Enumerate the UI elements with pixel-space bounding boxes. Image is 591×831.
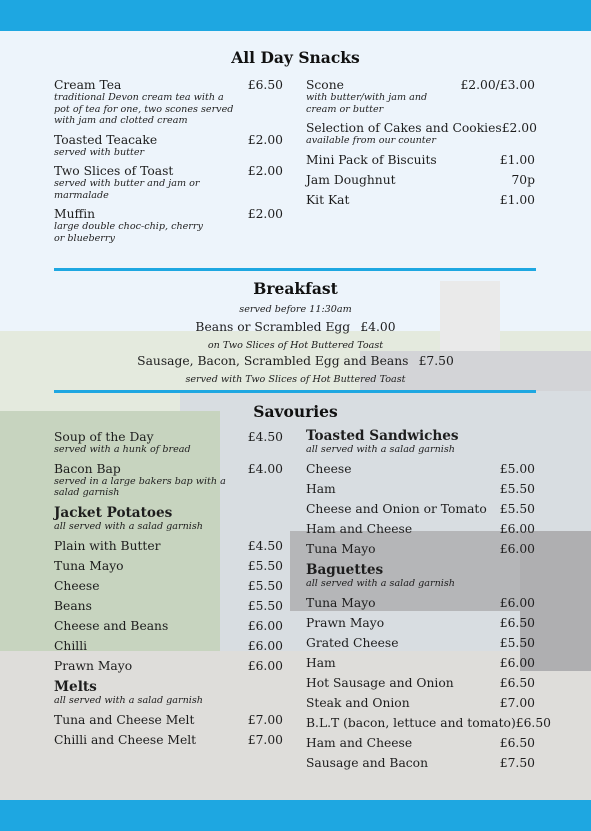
jacket-potatoes-heading: Jacket Potatoes <box>54 504 173 521</box>
item-price: £4.50 <box>247 538 283 553</box>
toasted-sandwiches-note: all served with a salad garnish <box>306 444 455 455</box>
item-name: Hot Sausage and Onion <box>306 676 454 690</box>
jacket-potatoes-note: all served with a salad garnish <box>54 520 203 532</box>
item-name: Ham <box>306 656 336 670</box>
item-price: £6.50 <box>515 716 551 730</box>
item-price: £4.00 <box>247 461 283 476</box>
menu-item <box>54 430 283 456</box>
bottom-blue-band <box>0 800 591 831</box>
item-desc: served in a large bakers bap with a salad garnish <box>54 475 226 498</box>
breakfast-item-desc: on Two Slices of Hot Buttered Toast <box>207 340 384 351</box>
item-name: Selection of Cakes and Cookies <box>306 121 502 135</box>
item-name: Chilli and Cheese Melt <box>54 732 197 747</box>
breakfast-note: served before 11:30am <box>239 304 352 315</box>
item-name: Jam Doughnut <box>306 172 396 187</box>
item-name: Bacon Bap <box>54 461 121 476</box>
item-price: 70p <box>511 172 535 187</box>
item-name: Tuna Mayo <box>306 596 376 610</box>
item-name: Two Slices of Toast <box>54 164 174 178</box>
menu-item <box>306 121 535 147</box>
item-name: Soup of the Day <box>54 430 154 444</box>
baguettes-note: all served with a salad garnish <box>306 578 455 589</box>
item-name: Sausage, Bacon, Scrambled Egg and Beans <box>137 354 409 368</box>
item-name: Plain with Butter <box>54 538 161 553</box>
item-name: Cheese <box>54 578 100 593</box>
item-name: Tuna Mayo <box>306 542 376 556</box>
item-name: Cheese <box>306 462 352 476</box>
melts-heading: Melts <box>54 678 97 695</box>
item-name: B.L.T (bacon, lettuce and tomato) <box>306 716 516 730</box>
item-price: £2.00/£3.00 <box>460 78 535 92</box>
item-price: £5.50 <box>247 558 283 573</box>
item-price: £5.00 <box>499 462 535 476</box>
item-price: £5.50 <box>247 578 283 593</box>
breakfast-item-desc: served with Two Slices of Hot Buttered Toast <box>185 374 406 385</box>
item-price: £7.00 <box>499 696 535 710</box>
item-name: Beans <box>54 598 92 613</box>
item-desc: served with butter and jam or marmalade <box>54 178 200 201</box>
item-price: £5.50 <box>499 482 535 496</box>
item-price: £6.50 <box>247 78 283 92</box>
snacks-right-column <box>306 72 535 207</box>
item-price: £6.00 <box>499 542 535 556</box>
item-price: £6.00 <box>247 658 283 673</box>
item-name: Muffin <box>54 207 96 221</box>
savouries-right-column <box>306 424 551 770</box>
top-blue-band <box>0 0 591 31</box>
item-price: £7.50 <box>499 756 535 770</box>
savouries-title: Savouries <box>253 402 338 421</box>
item-price: £1.00 <box>499 152 535 167</box>
item-desc: large double choc-chip, cherry or blueberry <box>54 221 203 244</box>
item-price: £6.00 <box>499 656 535 670</box>
snacks-title: All Day Snacks <box>231 48 360 67</box>
menu-item <box>306 193 535 207</box>
section-divider <box>54 390 536 393</box>
item-price: £7.00 <box>247 732 283 747</box>
menu-item <box>306 78 535 115</box>
menu-item <box>54 133 283 159</box>
item-name: Toasted Teacake <box>54 132 158 147</box>
savouries-left-column <box>54 424 283 747</box>
item-name: Cheese and Beans <box>54 618 169 633</box>
item-price: £7.00 <box>247 712 283 727</box>
item-desc: served with butter <box>54 146 145 158</box>
menu-item <box>54 78 283 127</box>
menu-item <box>306 153 535 167</box>
menu-content <box>0 31 591 800</box>
item-price: £2.00 <box>247 207 283 221</box>
item-price: £1.00 <box>499 192 535 207</box>
item-name: Mini Pack of Biscuits <box>306 152 437 167</box>
baguettes-heading: Baguettes <box>306 562 384 578</box>
breakfast-title: Breakfast <box>253 279 338 298</box>
item-price: £7.50 <box>418 354 454 368</box>
item-name: Kit Kat <box>306 192 350 207</box>
melts-note: all served with a salad garnish <box>54 694 203 706</box>
item-name: Cream Tea <box>54 78 122 92</box>
snacks-left-column <box>54 72 283 244</box>
item-price: £6.00 <box>247 638 283 653</box>
item-name: Prawn Mayo <box>54 658 133 673</box>
item-name: Steak and Onion <box>306 696 410 710</box>
item-price: £5.50 <box>247 598 283 613</box>
item-price: £6.00 <box>499 596 535 610</box>
item-price: £6.00 <box>247 618 283 633</box>
item-price: £4.50 <box>247 430 283 444</box>
item-price: £6.00 <box>499 522 535 536</box>
item-price: £5.50 <box>499 636 535 650</box>
item-price: £6.50 <box>499 676 535 690</box>
item-name: Scone <box>306 78 344 92</box>
item-name: Chilli <box>54 638 88 653</box>
item-name: Ham and Cheese <box>306 522 413 536</box>
item-name: Tuna and Cheese Melt <box>54 712 195 727</box>
item-price: £2.00 <box>247 132 283 147</box>
menu-item <box>54 207 283 244</box>
item-name: Grated Cheese <box>306 636 399 650</box>
item-price: £2.00 <box>247 164 283 178</box>
item-name: Ham and Cheese <box>306 736 413 750</box>
item-name: Tuna Mayo <box>54 558 124 573</box>
item-desc: traditional Devon cream tea with a pot of tea for one, two scones served with jam and clotted cream <box>54 92 234 126</box>
menu-item <box>54 462 283 499</box>
item-price: £5.50 <box>499 502 535 516</box>
item-desc: with butter/with jam and cream or butter <box>306 92 428 115</box>
item-desc: available from our counter <box>306 135 436 146</box>
section-divider <box>54 268 536 271</box>
item-price: £2.00 <box>501 121 537 135</box>
item-desc: served with a hunk of bread <box>54 444 191 455</box>
item-name: Prawn Mayo <box>306 616 385 630</box>
item-name: Sausage and Bacon <box>306 756 428 770</box>
item-price: £4.00 <box>360 320 396 334</box>
item-name: Beans or Scrambled Egg <box>195 320 351 334</box>
menu-item <box>54 164 283 201</box>
toasted-sandwiches-heading: Toasted Sandwiches <box>306 428 459 444</box>
item-price: £6.50 <box>499 616 535 630</box>
item-price: £6.50 <box>499 736 535 750</box>
item-name: Ham <box>306 482 336 496</box>
menu-item <box>306 173 535 187</box>
item-name: Cheese and Onion or Tomato <box>306 502 487 516</box>
